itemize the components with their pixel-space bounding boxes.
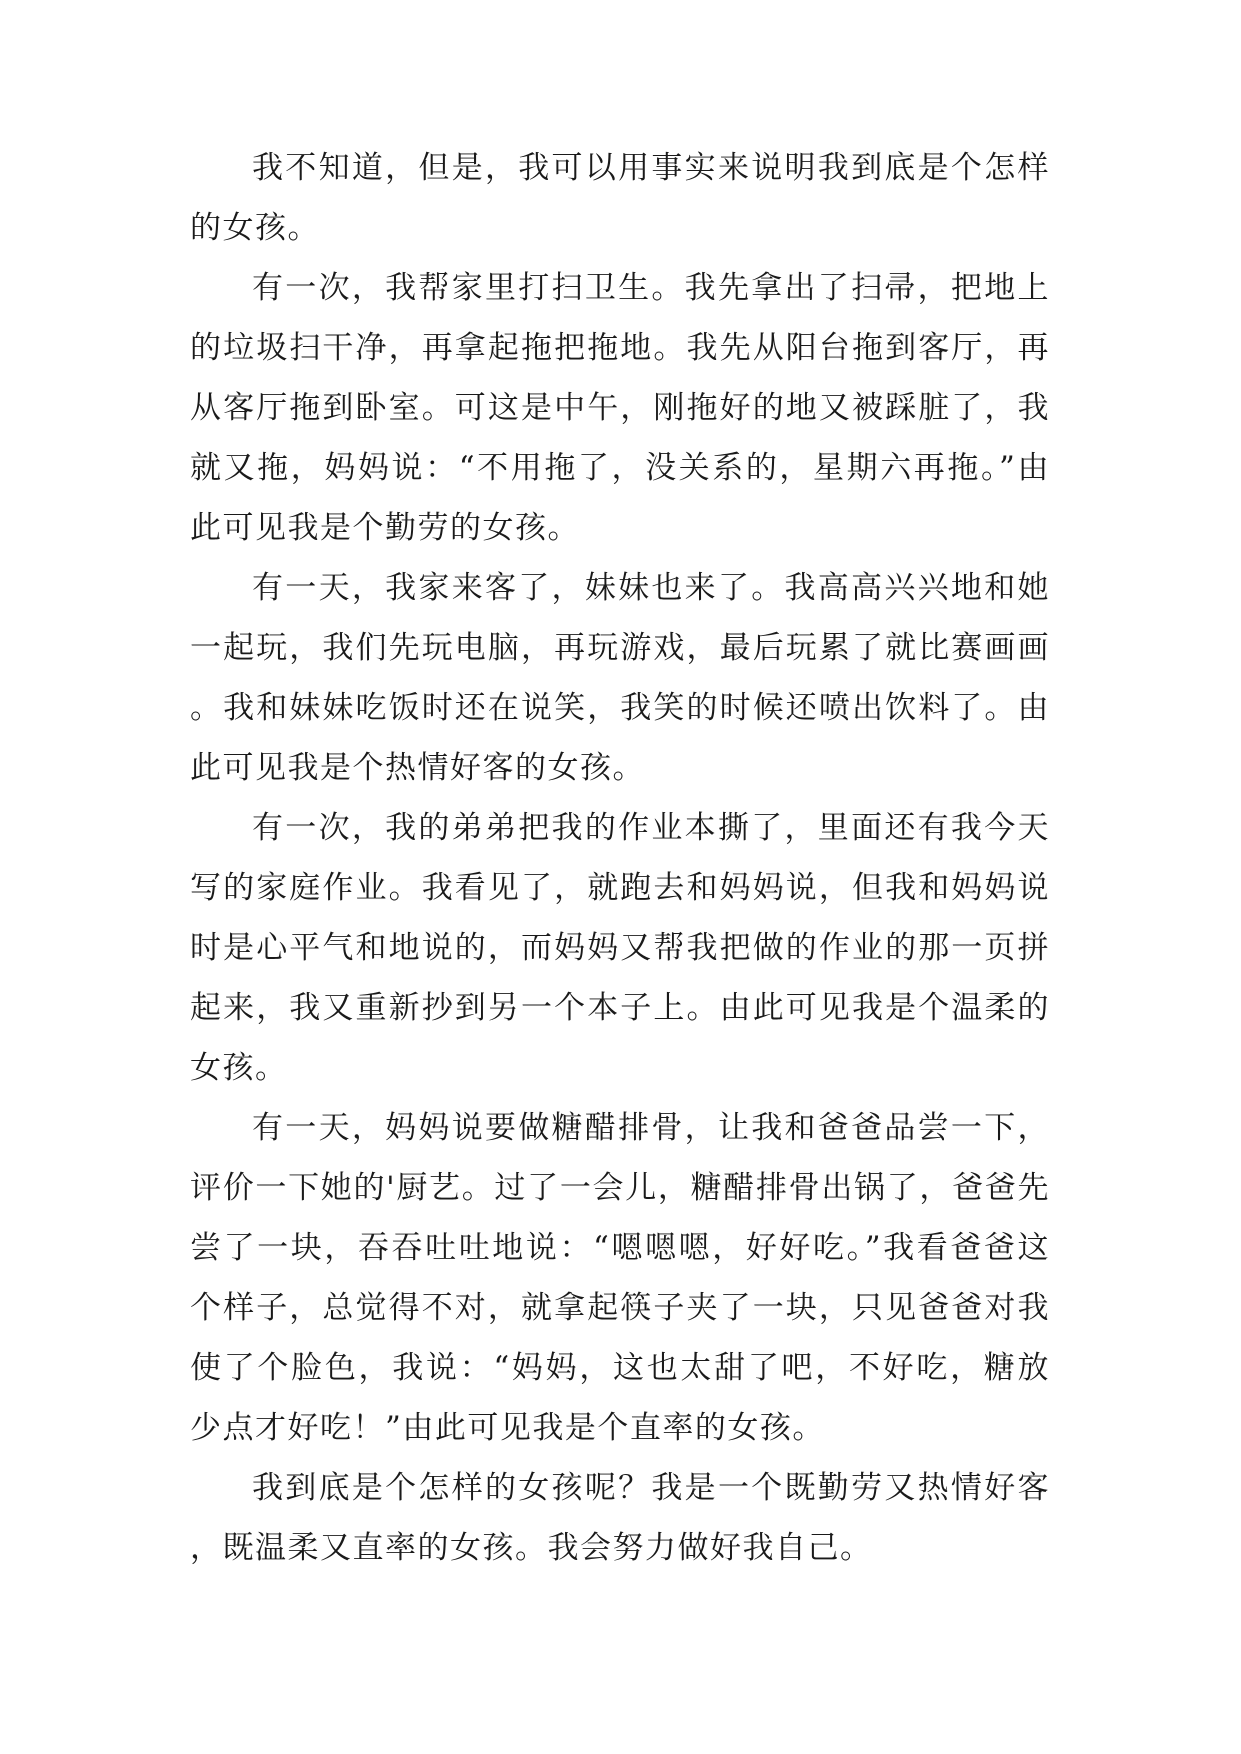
document-body: [190, 138, 1050, 1578]
paragraph-intro: 我不知道，但是，我可以用事实来说明我到底是个怎样的女孩。: [190, 150, 1050, 246]
paragraph-hospitable: 有一天，我家来客了，妹妹也来了。我高高兴兴地和她一起玩，我们先玩电脑，再玩游戏，最后玩累了就比赛画画。我和妹妹吃饭时还在说笑，我笑的时候还喷出饮料了。由此可见我是个热情好客的女孩。: [190, 570, 1050, 786]
paragraph-gentle: 有一次，我的弟弟把我的作业本撕了，里面还有我今天写的家庭作业。我看见了，就跑去和妈妈说，但我和妈妈说时是心平气和地说的，而妈妈又帮我把做的作业的那一页拼起来，我又重新抄到另一个本子上。由此可见我是个温柔的女孩。: [190, 810, 1050, 1086]
paragraph-hardworking: 有一次，我帮家里打扫卫生。我先拿出了扫帚，把地上的垃圾扫干净，再拿起拖把拖地。我先从阳台拖到客厅，再从客厅拖到卧室。可这是中午，刚拖好的地又被踩脏了，我就又拖，妈妈说：“不用拖了，没关系的，星期六再拖。”由此可见我是个勤劳的女孩。: [190, 270, 1050, 546]
paragraph-straightforward: 有一天，妈妈说要做糖醋排骨，让我和爸爸品尝一下，评价一下她的'厨艺。过了一会儿，糖醋排骨出锅了，爸爸先尝了一块，吞吞吐吐地说：“嗯嗯嗯，好好吃。”我看爸爸这个样子，总觉得不对，就拿起筷子夹了一块，只见爸爸对我使了个脸色，我说：“妈妈，这也太甜了吧，不好吃，糖放少点才好吃！”由此可见我是个直率的女孩。: [190, 1110, 1050, 1446]
paragraph-conclusion: 我到底是个怎样的女孩呢？我是一个既勤劳又热情好客，既温柔又直率的女孩。我会努力做好我自己。: [190, 1470, 1050, 1566]
